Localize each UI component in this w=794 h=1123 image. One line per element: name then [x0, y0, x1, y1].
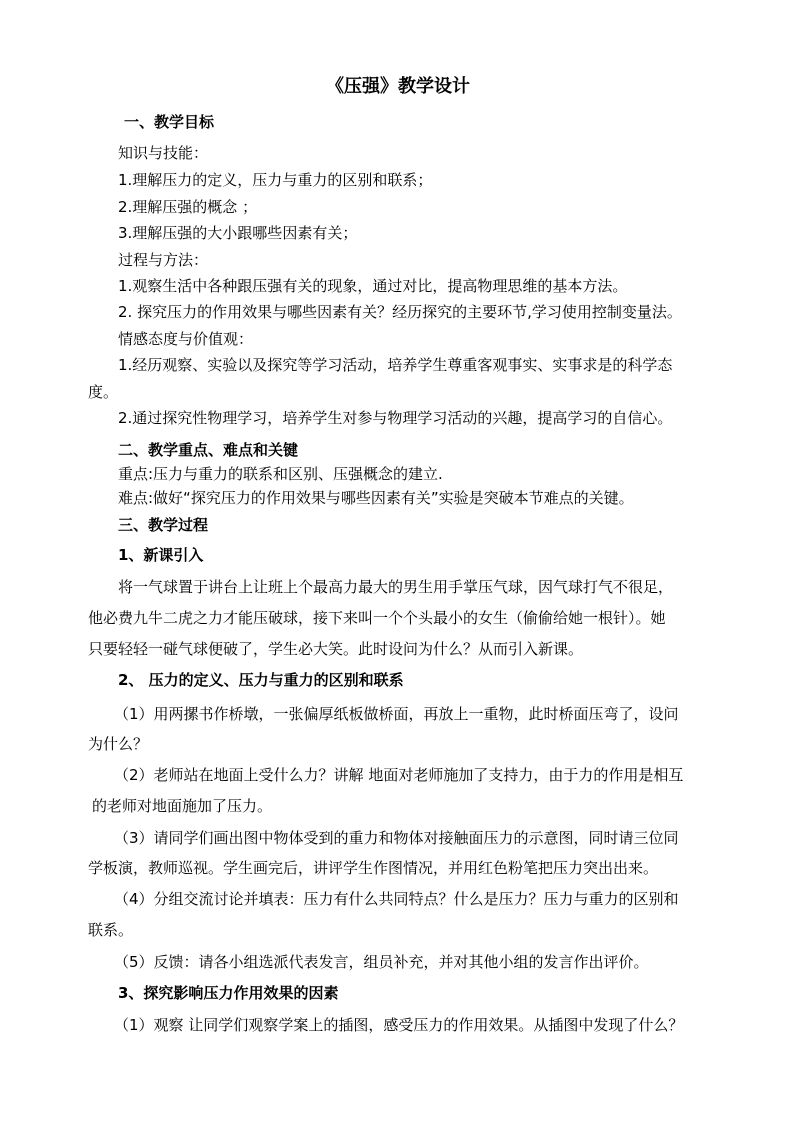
subheading-knowledge: 知识与技能： [118, 144, 209, 162]
paragraph-line: 联系。 [88, 921, 134, 939]
paragraph-line: 学板演，教师巡视。学生画完后，讲评学生作图情况，并用红色粉笔把压力突出出来。 [88, 859, 659, 877]
objective-item: 1.经历观察、实验以及探究等学习活动，培养学生尊重客观事实、实事求是的科学态 [118, 356, 673, 374]
paragraph-line: （3）请同学们画出图中物体受到的重力和物体对接触面压力的示意图，同时请三位同 [114, 829, 679, 847]
section-heading-key-points: 二、教学重点、难点和关键 [118, 441, 299, 459]
paragraph-line: 将一气球置于讲台上让班上个最高力最大的男生用手掌压气球，因气球打气不很足， [118, 578, 674, 596]
subsection-heading: 3、探究影响压力作用效果的因素 [118, 984, 339, 1002]
paragraph-line: （4）分组交流讨论并填表：压力有什么共同特点？什么是压力？压力与重力的区别和 [114, 890, 679, 908]
paragraph-line: （2）老师站在地面上受什么力？讲解 地面对老师施加了支持力，由于力的作用是相互 [114, 766, 684, 784]
section-heading-objectives: 一、教学目标 [124, 113, 215, 131]
paragraph-line: 只要轻轻一碰气球便破了，学生必大笑。此时设问为什么？从而引入新课。 [88, 640, 584, 658]
difficulty-text: 难点:做好“探究压力的作用效果与哪些因素有关”实验是突破本节难点的关键。 [118, 489, 634, 507]
objective-item: 2.通过探究性物理学习，培养学生对参与物理学习活动的兴趣，提高学习的自信心。 [118, 409, 673, 427]
paragraph-line: 为什么？ [88, 735, 149, 753]
subheading-process: 过程与方法： [118, 251, 209, 269]
paragraph-line: （1）用两摞书作桥墩，一张偏厚纸板做桥面，再放上一重物，此时桥面压弯了，设问 [114, 705, 679, 723]
objective-item: 3.理解压强的大小跟哪些因素有关； [118, 224, 358, 242]
objective-item-continued: 度。 [88, 383, 119, 401]
subheading-emotion: 情感态度与价值观： [118, 330, 254, 348]
objective-item: 1.观察生活中各种跟压强有关的现象，通过对比，提高物理思维的基本方法。 [118, 277, 628, 295]
objective-item: 2.理解压强的概念 ； [118, 198, 258, 216]
section-heading-process: 三、教学过程 [118, 516, 209, 534]
document-title: 《压强》教学设计 [326, 76, 470, 97]
objective-item: 1.理解压力的定义，压力与重力的区别和联系； [118, 171, 433, 189]
paragraph-line: 的老师对地面施加了压力。 [92, 797, 273, 815]
objective-item: 2. 探究压力的作用效果与哪些因素有关？经历探究的主要环节,学习使用控制变量法。 [118, 303, 682, 321]
subsection-heading: 2、 压力的定义、压力与重力的区别和联系 [118, 671, 404, 689]
paragraph-line: （1）观察 让同学们观察学案上的插图，感受压力的作用效果。从插图中发现了什么？ [114, 1016, 684, 1034]
paragraph-line: 他必费九牛二虎之力才能压破球，接下来叫一个个头最小的女生（偷偷给她一根针）。她 [88, 609, 666, 627]
paragraph-line: （5）反馈：请各小组选派代表发言，组员补充，并对其他小组的发言作出评价。 [114, 953, 649, 971]
key-point-text: 重点:压力与重力的联系和区别、压强概念的建立. [118, 465, 443, 483]
subsection-heading: 1、新课引入 [118, 546, 204, 564]
